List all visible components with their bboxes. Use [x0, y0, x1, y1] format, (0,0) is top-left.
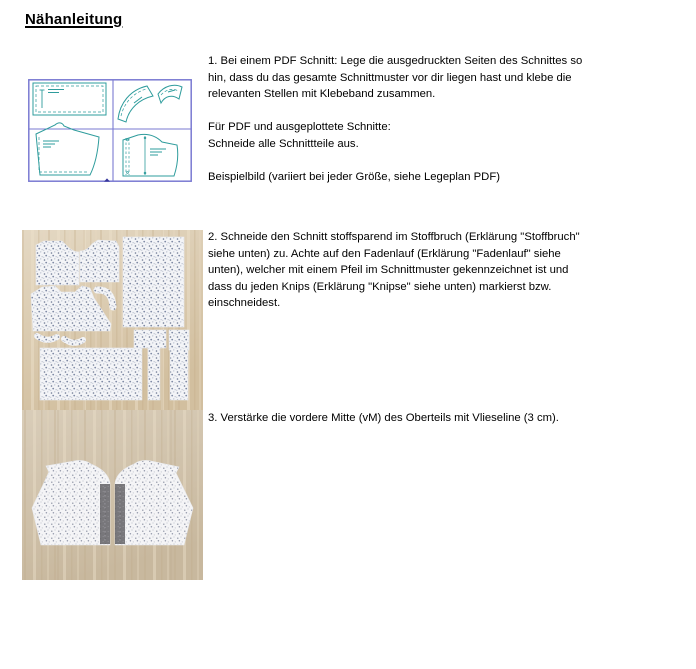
interfaced-bodice-photo [22, 410, 203, 580]
text-line: dass du jeden Knips (Erklärung "Knipse" siehe unten) markierst bzw. [208, 280, 552, 293]
text-line: siehe unten) zu. Achte auf den Fadenlauf (Erklärung "Fadenlauf" siehe [208, 247, 561, 260]
fabric-cut-pieces-photo [22, 230, 203, 410]
text-line: unten), welcher mit einem Pfeil im Schnittmuster gekennzeichnet ist und [208, 264, 569, 277]
text-line: 1. Bei einem PDF Schnitt: Lege die ausgedruckten Seiten des Schnittes so [208, 55, 583, 67]
text-line [208, 153, 686, 170]
step-3-instructions [208, 410, 686, 427]
text-line: relevanten Stellen mit Klebeband zusammen. [208, 88, 436, 101]
text-line: 2. Schneide den Schnitt stoffsparend im Stoffbruch (Erklärung "Stoffbruch" [208, 231, 580, 243]
text-line: hin, dass du das gesamte Schnittmuster vor dir liegen hast und klebe die [208, 71, 572, 84]
text-line [208, 103, 686, 120]
text-line: Beispielbild (variiert bei jeder Größe, siehe Legeplan PDF) [208, 171, 500, 184]
pattern-layout-image [28, 79, 192, 182]
step-2-instructions [208, 229, 686, 312]
text-line: Schneide alle Schnittteile aus. [208, 137, 359, 150]
step-1-instructions [208, 53, 686, 186]
pattern-page-border [29, 80, 191, 181]
text-line: 3. Verstärke die vordere Mitte (vM) des Oberteils mit Vlieseline (3 cm). [208, 412, 559, 424]
page-title: Nähanleitung [25, 11, 123, 28]
text-line: einschneidest. [208, 297, 281, 310]
text-line: Für PDF und ausgeplottete Schnitte: [208, 121, 391, 134]
